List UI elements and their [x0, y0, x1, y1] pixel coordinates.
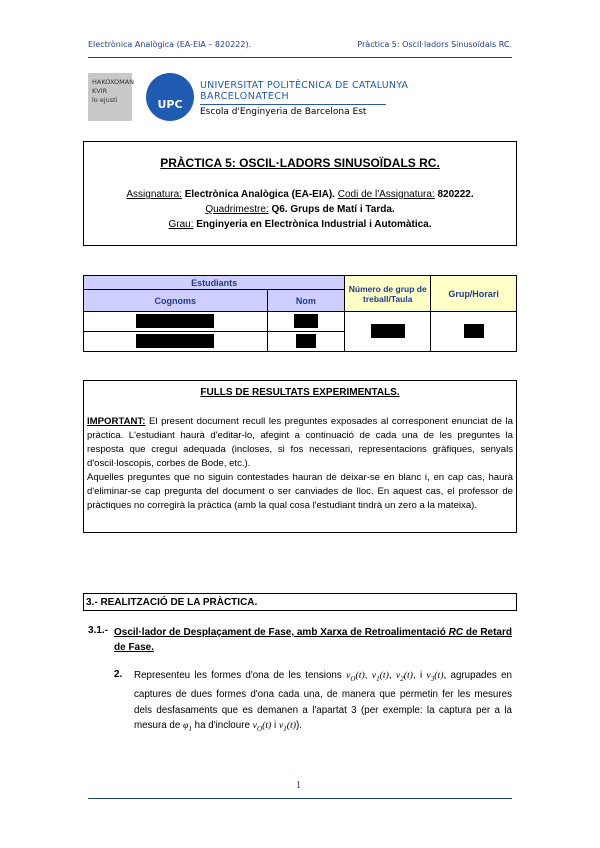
surname-cell: [84, 312, 268, 332]
group-number-header: Número de grup de treball/Taula: [345, 276, 431, 312]
quarter-line: Quadrimestre: Q6. Grups de Matí i Tarda.: [205, 204, 395, 215]
section-heading: 3.- REALITZACIÓ DE LA PRÀCTICA.: [83, 593, 517, 611]
redacted-name: [294, 314, 318, 328]
surnames-header: Cognoms: [84, 290, 268, 312]
group-time-cell: [431, 312, 517, 352]
group-time-header: Grup/Horari: [431, 276, 517, 312]
results-title: FULLS DE RESULTATS EXPERIMENTALS.: [200, 387, 400, 398]
footer-rule: [88, 798, 512, 799]
redacted-group-number: [371, 324, 405, 338]
redacted-surname: [136, 334, 214, 348]
header-left: Electrònica Analògica (EA-EIA – 820222).: [88, 40, 252, 49]
university-name: UNIVERSITAT POLITÈCNICA DE CATALUNYA: [200, 80, 409, 91]
results-paragraphs: IMPORTANT: El present document recull les preguntes exposades al corresponent enunciat de la pràctica. L'estudiant haurà d'editar-lo, afegint a continuació de cada una de les preguntes la resposta que cregui adequada (incloses, si fos necessari, representacions gràfiques, senyals d'oscil·loscopis, corbes de Bode, etc.). Aquelles preguntes que no siguin contestades hauran de deixar-se en blanc i, en cap cas, haurà d'eliminar-se cap pregunta del document o ser canviades de lloc. En aquest cas, el professor de pràctiques no corregirà la pràctica (amb la qual cosa l'estudiant tindrà un zero a la mateixa).: [87, 416, 513, 511]
item-number: 2.: [114, 669, 123, 680]
subsection-title: Oscil·lador de Desplaçament de Fase, amb Xarxa de Retroalimentació RC de Retard de Fase.: [114, 627, 512, 653]
university-rule: [200, 104, 386, 105]
surname-cell: [84, 332, 268, 352]
school-name: Escola d'Enginyeria de Barcelona Est: [200, 107, 367, 117]
results-box: [83, 380, 517, 533]
header-right: Pràctica 5: Oscil·ladors Sinusoïdals RC.: [357, 40, 512, 49]
eebe-logo-text: HAKOXOMAN KVIR lo ejusti: [92, 78, 135, 104]
upc-logo: UPC: [146, 73, 194, 121]
page-number: 1: [296, 780, 301, 791]
name-header: Nom: [267, 290, 345, 312]
header-rule: [88, 57, 512, 58]
group-number-cell: [345, 312, 431, 352]
redacted-name: [296, 334, 316, 348]
students-table: [83, 275, 517, 352]
university-brand: BARCELONATECH: [200, 91, 290, 102]
redacted-surname: [136, 314, 214, 328]
subject-line: Assignatura: Electrònica Analògica (EA-EIA). Codi de l'Assignatura: 820222.: [126, 189, 474, 200]
redacted-group-time: [464, 324, 484, 338]
name-cell: [267, 332, 345, 352]
degree-line: Grau: Enginyeria en Electrònica Industrial i Automàtica.: [168, 219, 432, 230]
practice-info-box: [83, 141, 517, 246]
practice-title: PRÀCTICA 5: OSCIL·LADORS SINUSOÏDALS RC.: [160, 156, 440, 170]
name-cell: [267, 312, 345, 332]
students-header: Estudiants: [84, 276, 345, 290]
subsection-number: 3.1.-: [88, 625, 109, 636]
item-text: Representeu les formes d'ona de les tensions $v_O(t)$, $v_1(t)$, $v_2(t)$, i $v_3(t)$, agrupades en captures de dues formes d'ona cada una, de manera que permetin fer les mesures dels desfasaments que es demanen a l'apartat 3 (per exemple: la captura per a la mesura de $\varphi_1$ ha d'incloure $v_O(t)$ i $v_1(t)$).: [134, 670, 512, 734]
